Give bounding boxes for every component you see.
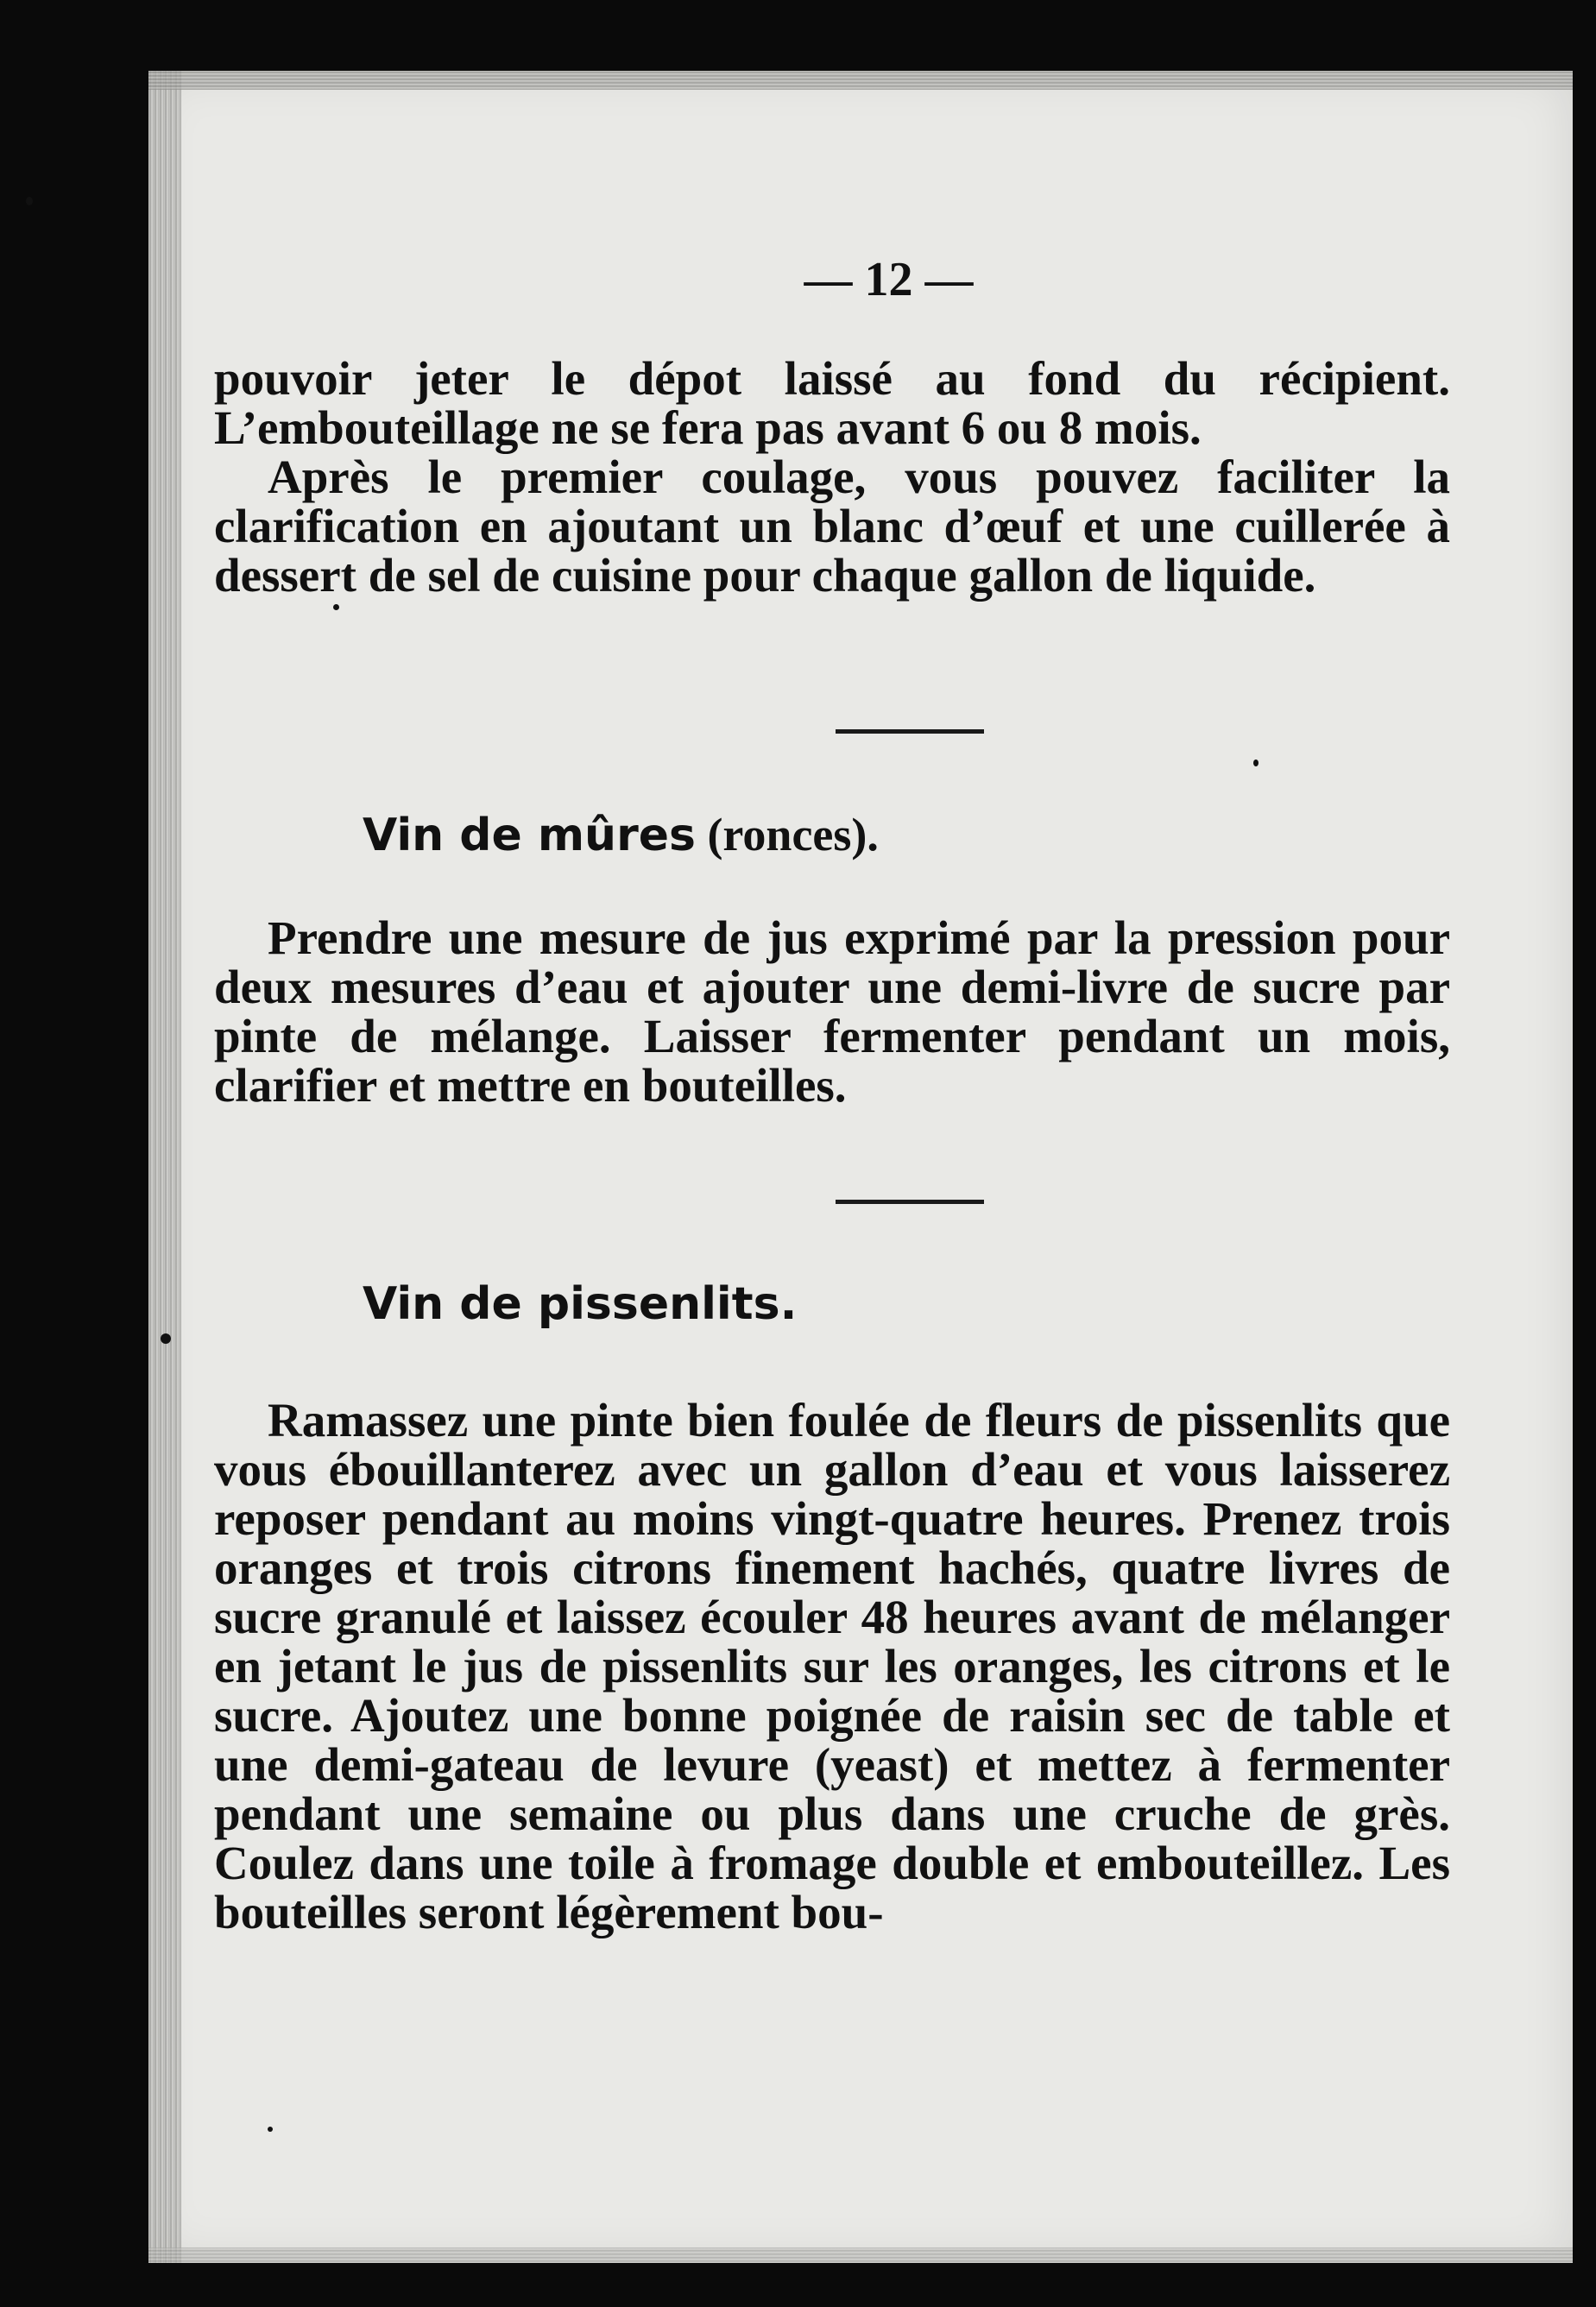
section-divider-1 [836,729,984,734]
heading-mures-subtitle: (ronces). [707,809,879,860]
scan-speck [26,197,33,205]
continuation-paragraph [214,354,1450,452]
continuation-paragraph-text: pouvoir jeter le dépot laissé au fond du récipient. L’embouteillage ne se fera pas avant 6 ou 8 mois. [214,352,1450,454]
scan-speck [1253,760,1259,766]
page-edge-top [148,71,1573,90]
heading-mures-title: Vin de mûres [363,810,696,861]
page-number: — 12 — [804,253,974,306]
clarification-paragraph-text: Après le premier coulage, vous pouvez faciliter la clarification en ajoutant un blanc d’œuf et une cuillerée à dessert de sel de cuisine pour chaque gallon de liquide. [214,451,1450,602]
heading-pissenlits-title: Vin de pissenlits. [363,1278,798,1330]
scan-speck [333,604,339,610]
mures-paragraph [214,913,1450,1110]
pissenlits-paragraph [214,1396,1450,1937]
page-edge-bottom [148,2247,1573,2263]
pissenlits-paragraph-text: Ramassez une pinte bien foulée de fleurs de pissenlits que vous ébouillanterez avec un gallon d’eau et vous laisserez reposer pendant au moins vingt-quatre heures. Prenez trois oranges et trois citrons finement hachés, quatre livres de sucre granulé et laissez écouler 48 heures avant de mélanger en jetant le jus de pissenlits sur les oranges, les citrons et le sucre. Ajoutez une bonne poignée de raisin sec de table et une demi-gateau de levure (yeast) et mettez à fermenter pendant une semaine ou plus dans une cruche de grès. Coulez dans une toile à fromage double et embouteillez. Les bouteilles seront légèrement bou- [214,1394,1450,1938]
scan-speck [161,1333,171,1344]
clarification-paragraph [214,452,1450,600]
mures-paragraph-text: Prendre une mesure de jus exprimé par la pression pour deux mesures d’eau et ajouter une demi-livre de sucre par pinte de mélange. Laisser fermenter pendant un mois, clarifier et mettre en bouteilles. [214,911,1450,1112]
page-edge-left [148,71,181,2263]
scan-speck [268,2127,273,2132]
heading-vin-de-mures [363,809,879,861]
section-divider-2 [836,1200,984,1204]
heading-vin-de-pissenlits [363,1277,797,1330]
